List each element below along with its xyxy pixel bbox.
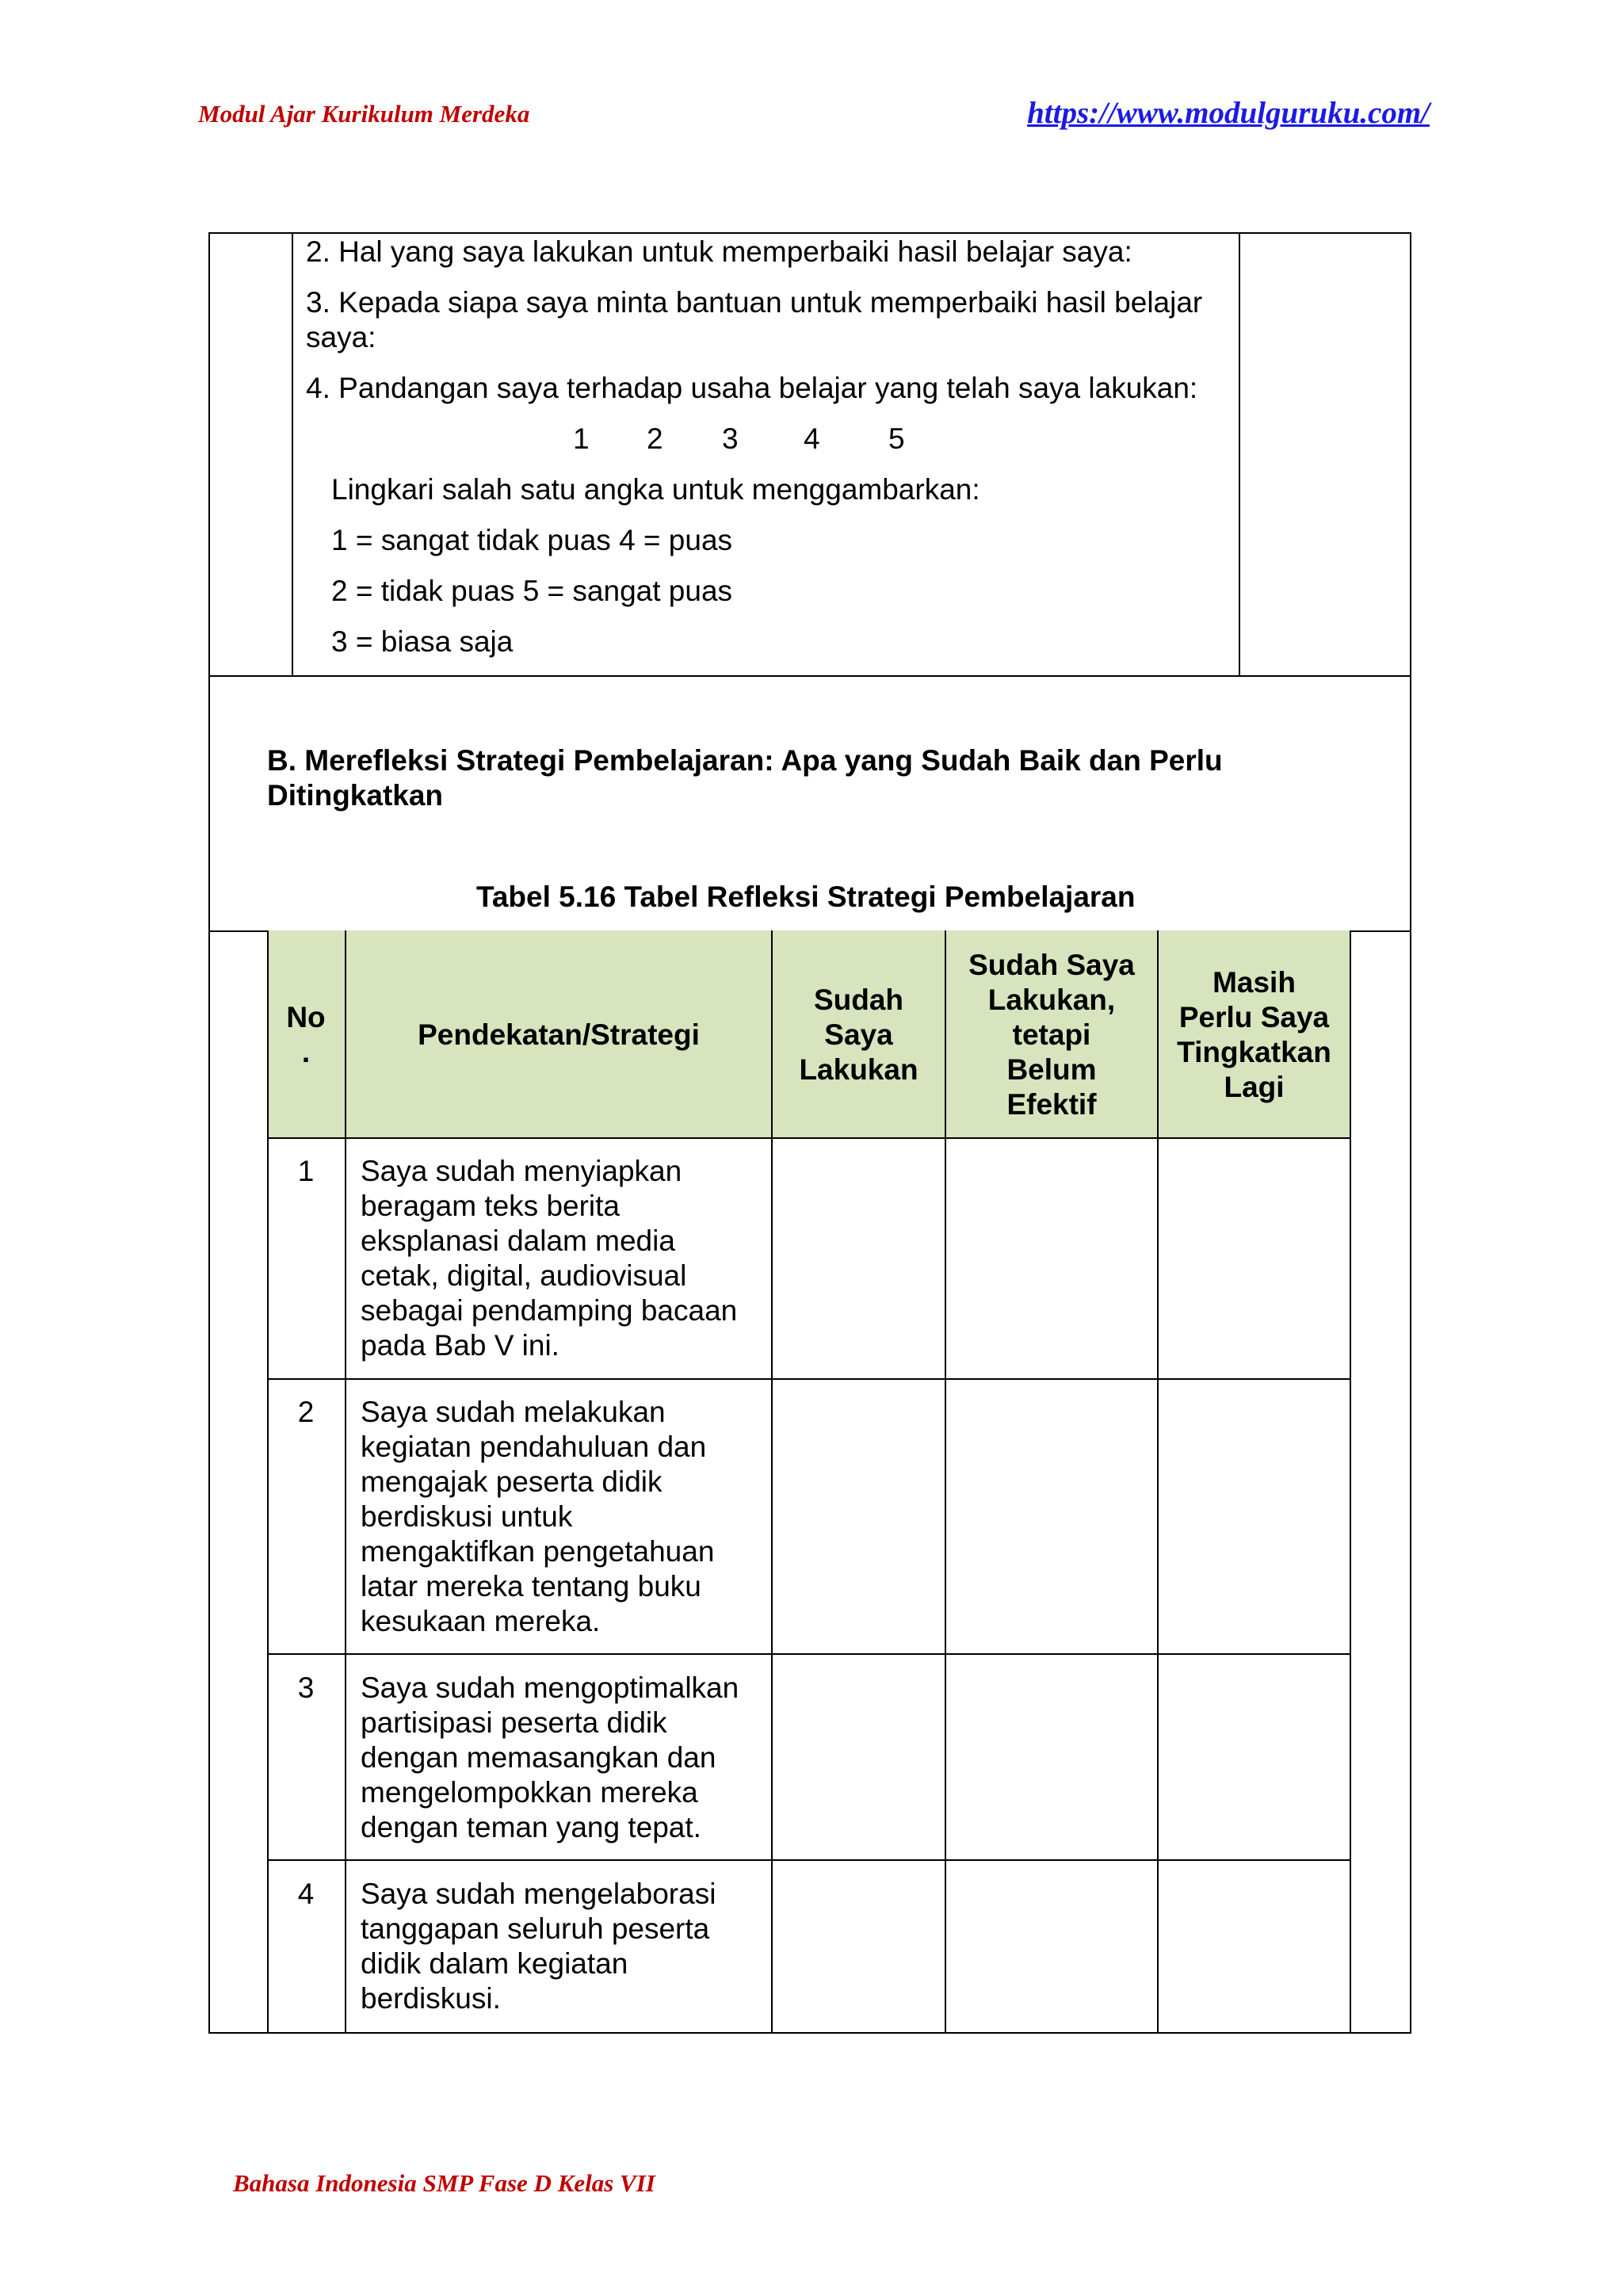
table-caption: Tabel 5.16 Tabel Refleksi Strategi Pembelajaran	[476, 881, 1136, 913]
rating-option-4[interactable]: 4	[804, 422, 820, 455]
outer-table-bottom-border	[208, 2032, 1411, 2034]
column-header-done: Sudah Saya Lakukan	[799, 983, 918, 1086]
strategy-table-right-border	[1350, 930, 1351, 2034]
rating-option-5[interactable]: 5	[888, 422, 905, 455]
footer-book-title: Bahasa Indonesia SMP Fase D Kelas VII	[233, 2169, 655, 2197]
rating-option-3[interactable]: 3	[722, 422, 739, 455]
row-2-strategy-text: Saya sudah melakukan kegiatan pendahuluan dan mengajak peserta didik berdiskusi untuk mengaktifkan pengetahuan latar mereka tentang buku kesukaan mereka.	[361, 1396, 715, 1637]
rating-option-2[interactable]: 2	[647, 422, 663, 455]
rating-legend-line3: 3 = biasa saja	[331, 625, 514, 658]
rating-instruction: Lingkari salah satu angka untuk menggambarkan:	[331, 473, 980, 506]
column-header-needs-improvement: Masih Perlu Saya Tingkatkan Lagi	[1177, 965, 1331, 1103]
outer-table-top-border	[208, 232, 1411, 234]
column-header-done-not-effective: Sudah Saya Lakukan, tetapi Belum Efektif	[968, 948, 1135, 1121]
rating-legend-line2: 2 = tidak puas 5 = sangat puas	[331, 575, 733, 607]
strategy-table-row-divider-3	[267, 1859, 1351, 1861]
row-2-number: 2	[297, 1396, 315, 1428]
row-3-number: 3	[297, 1671, 315, 1704]
section-b-heading-line2: Ditingkatkan	[267, 779, 444, 812]
strategy-table-row-divider-1	[267, 1378, 1351, 1380]
row-1-number: 1	[297, 1155, 315, 1187]
rating-legend-line1: 1 = sangat tidak puas 4 = puas	[331, 524, 733, 556]
row-3-strategy-text: Saya sudah mengoptimalkan partisipasi peserta didik dengan memasangkan dan mengelompokkan mereka dengan teman yang tepat.	[361, 1671, 739, 1843]
reflection-inner-left-border	[292, 232, 293, 676]
row-4-number: 4	[297, 1878, 315, 1910]
rating-option-1[interactable]: 1	[573, 422, 590, 455]
reflection-question-4: 4. Pandangan saya terhadap usaha belajar yang telah saya lakukan:	[306, 372, 1198, 404]
row-4-strategy-text: Saya sudah mengelaborasi tanggapan seluruh peserta didik dalam kegiatan berdiskusi.	[361, 1878, 716, 2015]
header-website-link[interactable]: https://www.modulguruku.com/	[1027, 96, 1430, 130]
reflection-section-bottom-border	[208, 675, 1411, 677]
outer-table-right-border	[1410, 232, 1411, 2034]
row-1-strategy-text: Saya sudah menyiapkan beragam teks berita eksplanasi dalam media cetak, digital, audiovisual sebagai pendamping bacaan pada Bab V ini.	[361, 1155, 738, 1362]
section-b-heading-line1: B. Merefleksi Strategi Pembelajaran: Apa yang Sudah Baik dan Perlu	[267, 744, 1223, 777]
reflection-inner-right-border	[1239, 232, 1240, 676]
outer-table-left-border	[208, 232, 210, 2034]
column-header-number: No .	[286, 1000, 326, 1068]
reflection-question-3-line2: saya:	[306, 321, 376, 353]
column-header-strategy: Pendekatan/Strategi	[418, 1018, 700, 1051]
strategy-table-header-bottom-border	[267, 1137, 1351, 1139]
strategy-table-row-divider-2	[267, 1653, 1351, 1655]
reflection-question-3-line1: 3. Kepada siapa saya minta bantuan untuk memperbaiki hasil belajar	[306, 286, 1203, 319]
reflection-question-2: 2. Hal yang saya lakukan untuk memperbaiki hasil belajar saya:	[306, 235, 1132, 268]
header-module-title: Modul Ajar Kurikulum Merdeka	[198, 100, 530, 128]
